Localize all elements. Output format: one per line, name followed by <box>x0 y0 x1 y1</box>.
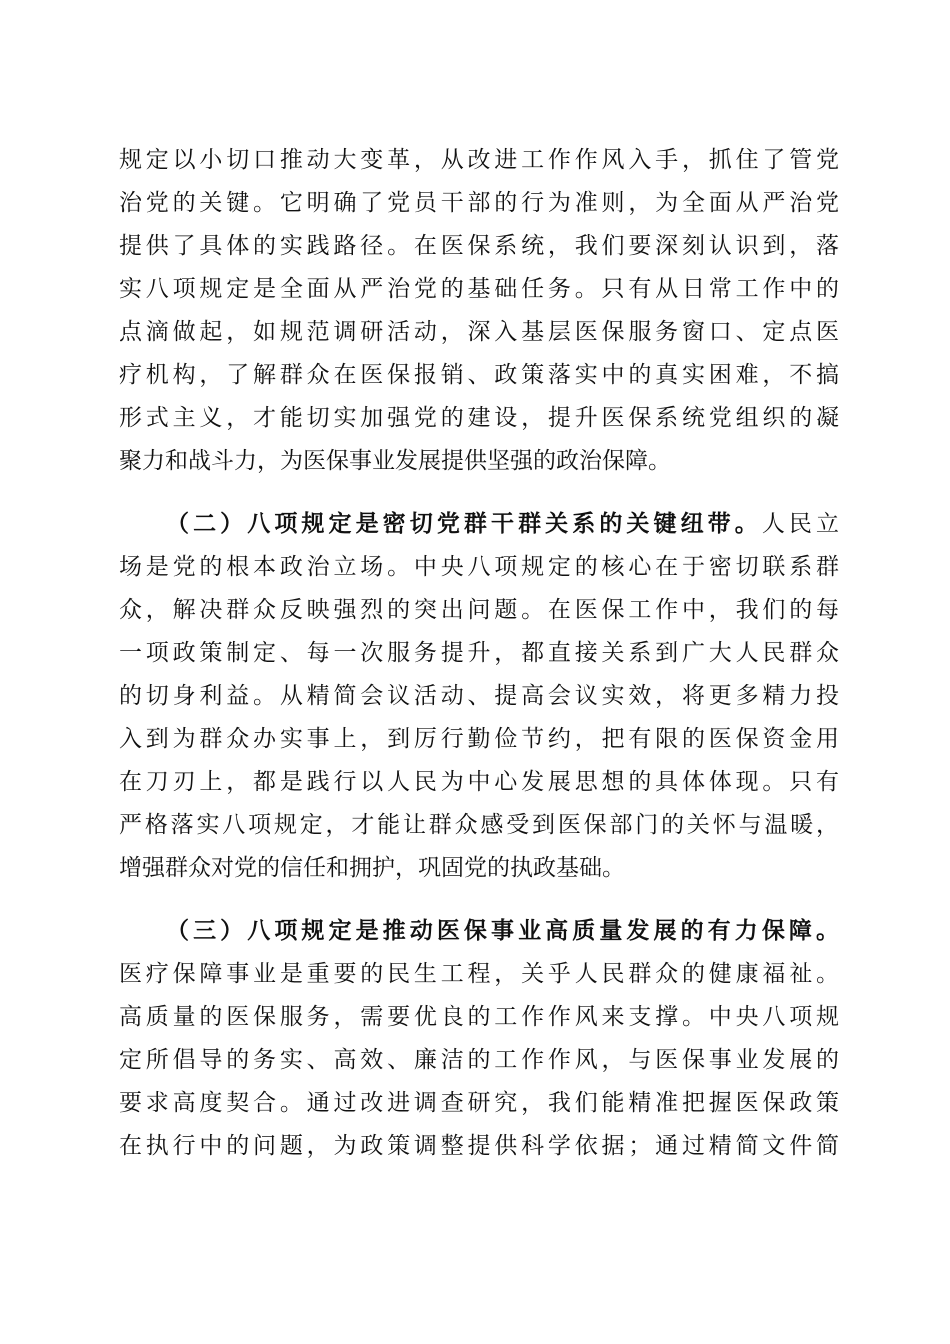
paragraph-2-line-6: 入到为群众办实事上，到厉行勤俭节约，把有限的医保资金用 <box>119 726 839 752</box>
paragraph-1-line-3: 提供了具体的实践路径。在医保系统，我们要深刻认识到，落 <box>119 233 839 259</box>
paragraph-3-line-4: 定所倡导的务实、高效、廉洁的工作作风，与医保事业发展的 <box>119 1047 839 1073</box>
paragraph-3-heading: （三）八项规定是推动医保事业高质量发展的有力保障。 <box>166 917 839 944</box>
paragraph-2-line-5: 的切身利益。从精简会议活动、提高会议实效，将更多精力投 <box>119 683 839 709</box>
paragraph-2-line-8: 严格落实八项规定，才能让群众感受到医保部门的关怀与温暖， <box>119 812 839 838</box>
paragraph-1-line-6: 疗机构，了解群众在医保报销、政策落实中的真实困难，不搞 <box>119 362 839 388</box>
paragraph-1-line-1: 规定以小切口推动大变革，从改进工作作风入手，抓住了管党 <box>119 147 839 173</box>
paragraph-1-line-4: 实八项规定是全面从严治党的基础任务。只有从日常工作中的 <box>119 276 839 302</box>
paragraph-3-line-6: 在执行中的问题，为政策调整提供科学依据；通过精简文件简 <box>119 1133 839 1159</box>
paragraph-1-line-2: 治党的关键。它明确了党员干部的行为准则，为全面从严治党 <box>119 190 839 216</box>
paragraph-1-line-5: 点滴做起，如规范调研活动，深入基层医保服务窗口、定点医 <box>119 319 839 345</box>
paragraph-1-line-7: 形式主义，才能切实加强党的建设，提升医保系统党组织的凝 <box>119 405 839 431</box>
paragraph-2-first-line-rest: 人民立 <box>761 511 840 537</box>
paragraph-2-line-9: 增强群众对党的信任和拥护，巩固党的执政基础。 <box>119 855 625 881</box>
paragraph-2-line-2: 场是党的根本政治立场。中央八项规定的核心在于密切联系群 <box>119 554 839 580</box>
paragraph-2-heading: （二）八项规定是密切党群干群关系的关键纽带。 <box>166 510 762 537</box>
paragraph-2-line-4: 一项政策制定、每一次服务提升，都直接关系到广大人民群众 <box>119 640 839 666</box>
paragraph-2-line-3: 众，解决群众反映强烈的突出问题。在医保工作中，我们的每 <box>119 597 839 623</box>
paragraph-3-line-3: 高质量的医保服务，需要优良的工作作风来支撑。中央八项规 <box>119 1004 839 1030</box>
paragraph-2-first-line <box>166 504 839 544</box>
paragraph-3-line-5: 要求高度契合。通过改进调查研究，我们能精准把握医保政策 <box>119 1090 839 1116</box>
paragraph-2-line-7: 在刀刃上，都是践行以人民为中心发展思想的具体体现。只有 <box>119 769 839 795</box>
paragraph-3-line-2: 医疗保障事业是重要的民生工程，关乎人民群众的健康福祉。 <box>119 961 839 987</box>
paragraph-1-line-8: 聚力和战斗力，为医保事业发展提供坚强的政治保障。 <box>119 448 671 474</box>
